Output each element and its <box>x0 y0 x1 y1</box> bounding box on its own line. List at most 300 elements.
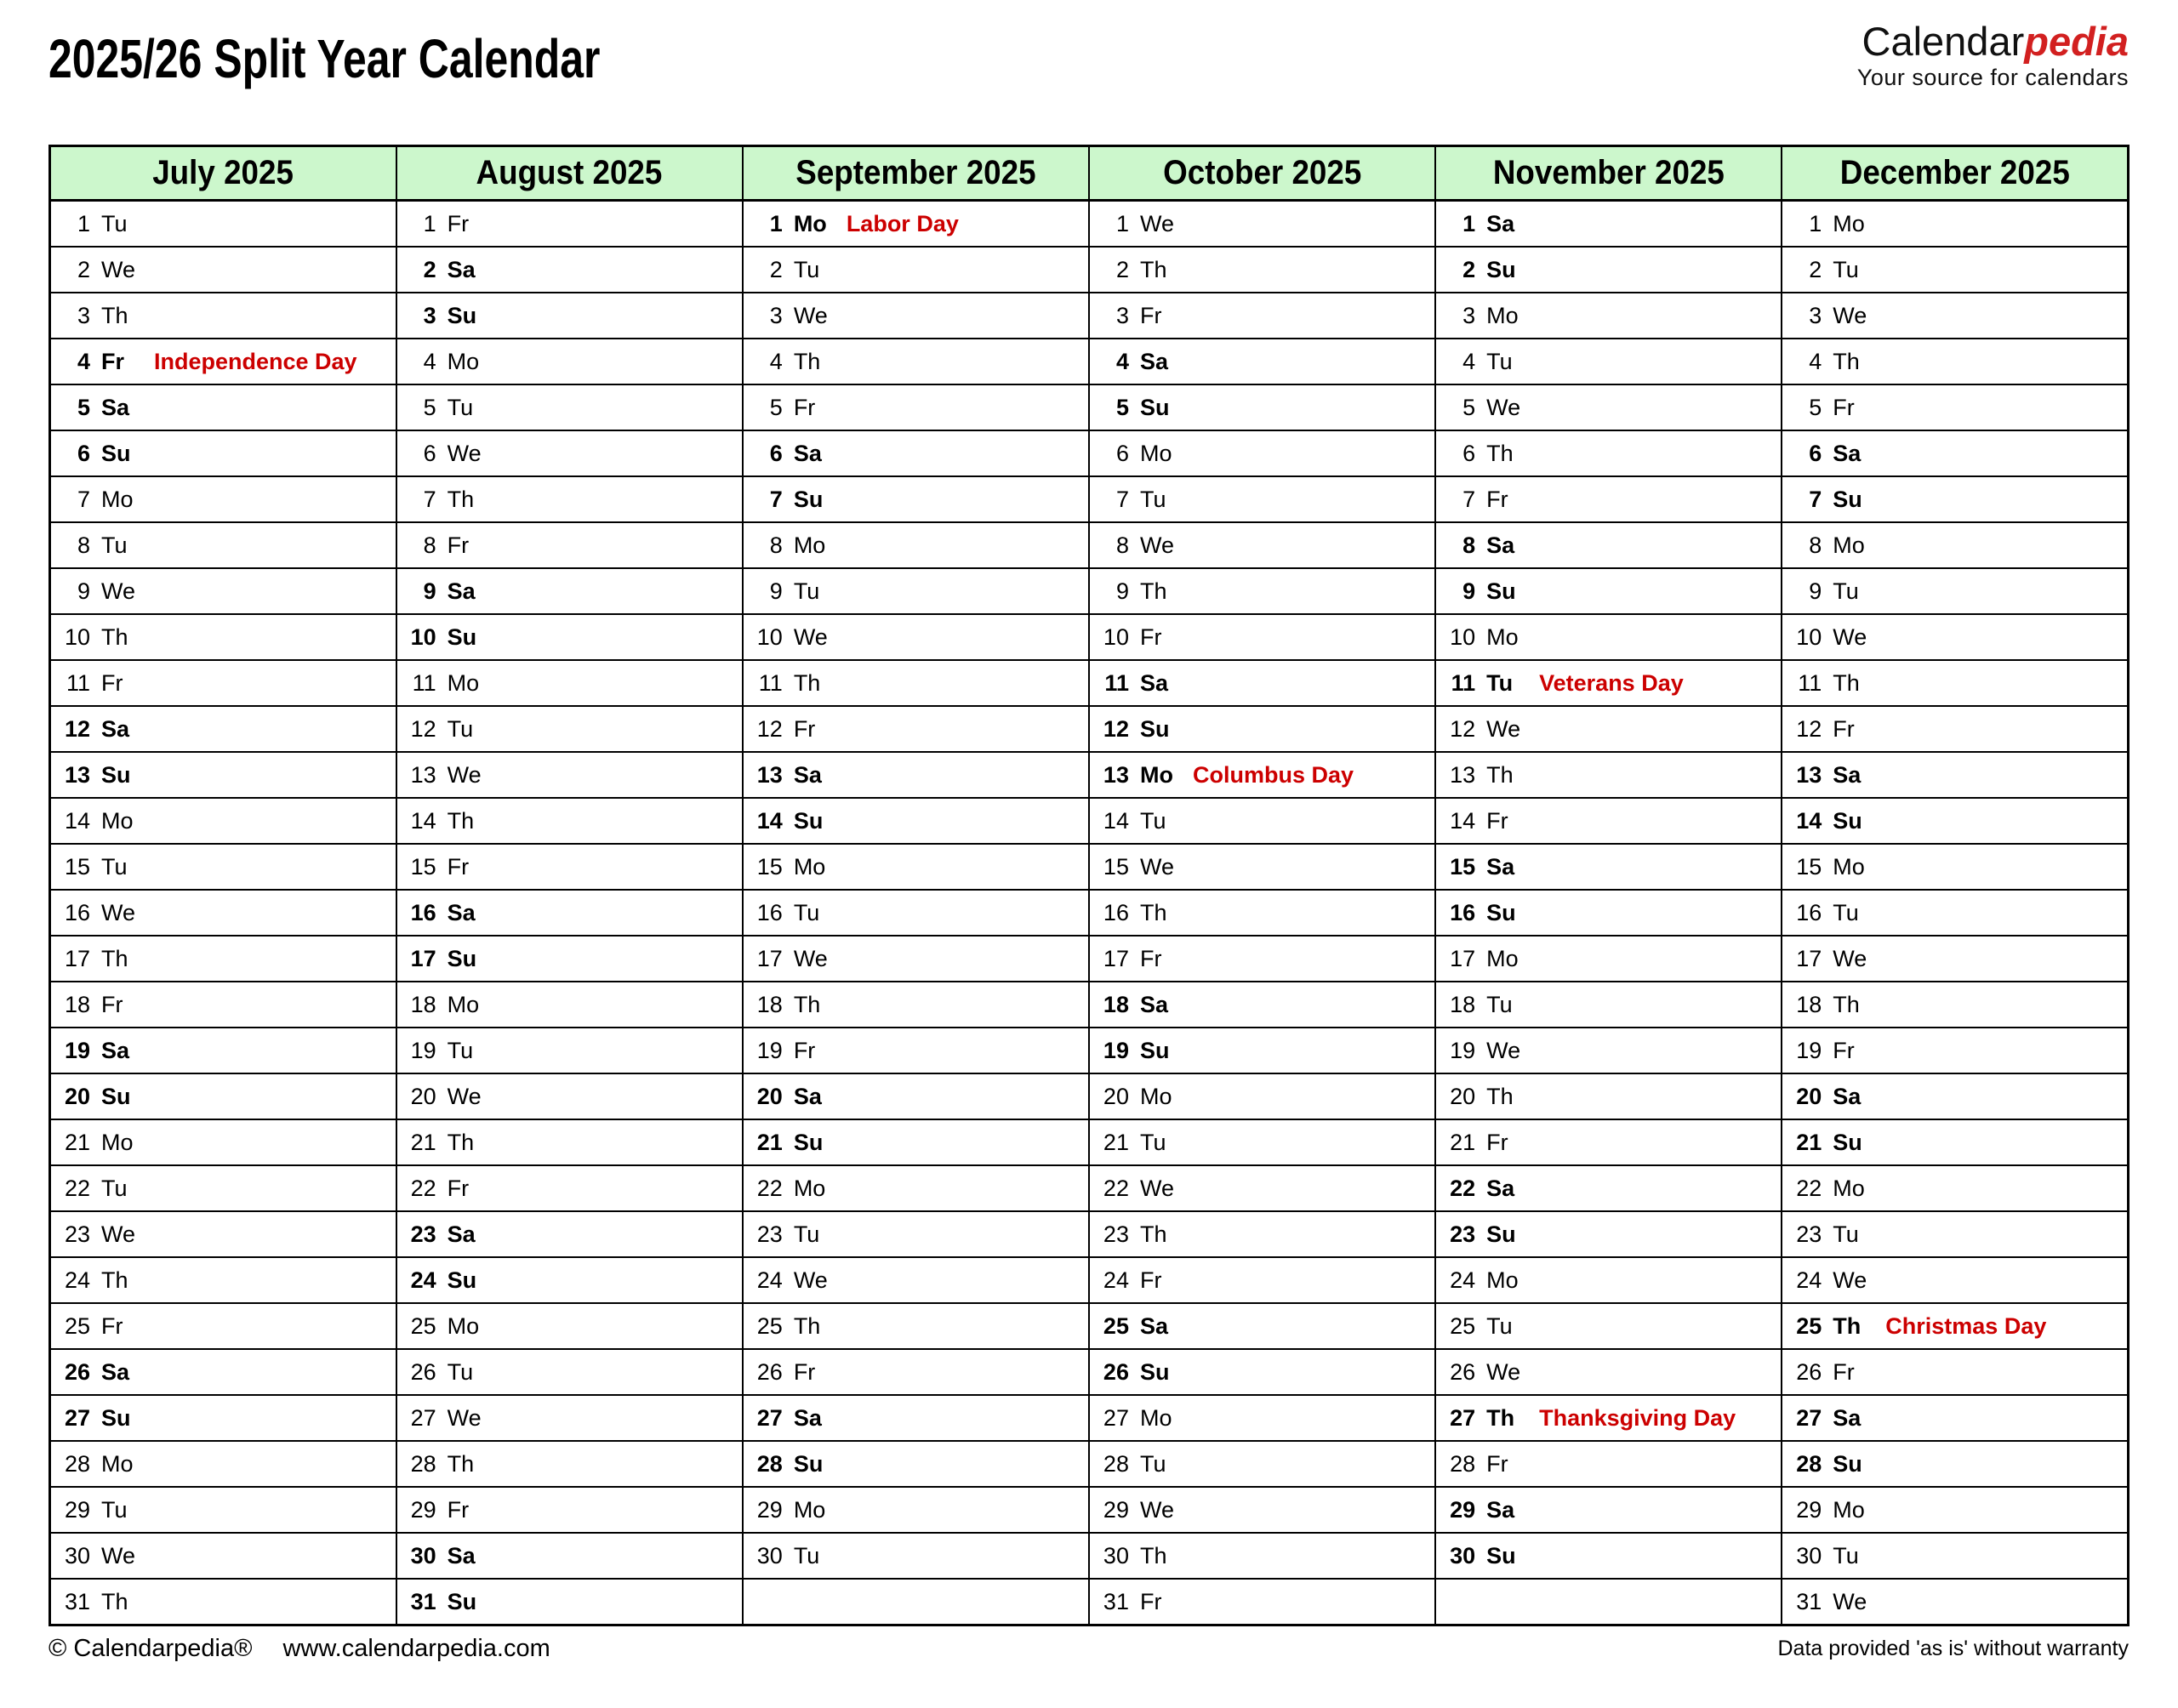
day-cell-august-2 <box>396 247 743 293</box>
day-cell-october-16 <box>1089 890 1435 936</box>
day-number: 9 <box>1115 578 1129 604</box>
day-number: 12 <box>1103 715 1129 742</box>
weekday-abbrev: Fr <box>1139 945 1162 971</box>
calendar-row-14 <box>50 798 2129 844</box>
day-cell-december-10 <box>1782 614 2128 660</box>
weekday-abbrev: Mo <box>1833 532 1865 558</box>
day-number: 3 <box>1809 302 1822 328</box>
weekday-abbrev: We <box>1139 1175 1174 1201</box>
weekday-abbrev: Th <box>1833 991 1860 1017</box>
day-cell-august-7 <box>396 476 743 522</box>
day-number: 28 <box>64 1450 90 1477</box>
day-cell-august-30 <box>396 1533 743 1579</box>
day-number: 24 <box>1796 1267 1822 1293</box>
weekday-abbrev: Tu <box>793 1221 820 1247</box>
day-cell-october-9 <box>1089 568 1435 614</box>
day-number: 20 <box>1450 1083 1476 1109</box>
calendarpedia-logo <box>1857 15 2129 91</box>
day-cell-july-31 <box>50 1579 396 1625</box>
calendar-row-27 <box>50 1395 2129 1441</box>
day-cell-august-16 <box>396 890 743 936</box>
day-number: 29 <box>1796 1496 1822 1523</box>
weekday-abbrev: Su <box>1486 578 1516 604</box>
day-number: 19 <box>1103 1037 1129 1063</box>
day-cell-october-15 <box>1089 844 1435 890</box>
weekday-abbrev: Mo <box>101 1450 134 1477</box>
calendar-row-6 <box>50 430 2129 476</box>
day-number: 5 <box>423 394 436 420</box>
day-number: 17 <box>410 945 436 971</box>
day-cell-october-28 <box>1089 1441 1435 1487</box>
day-cell-december-26 <box>1782 1349 2128 1395</box>
weekday-abbrev: Sa <box>1833 440 1862 466</box>
day-cell-august-25 <box>396 1303 743 1349</box>
day-cell-august-26 <box>396 1349 743 1395</box>
day-number: 20 <box>64 1083 90 1109</box>
weekday-abbrev: Su <box>101 1083 131 1109</box>
day-number: 5 <box>1462 394 1476 420</box>
calendar-row-8 <box>50 522 2129 568</box>
weekday-abbrev: Su <box>1139 1358 1170 1385</box>
weekday-abbrev: Tu <box>101 853 128 880</box>
day-cell-july-20 <box>50 1073 396 1119</box>
day-cell-november-23 <box>1435 1211 1782 1257</box>
day-number: 9 <box>769 578 783 604</box>
day-number: 14 <box>1103 807 1129 834</box>
month-header-august-2025 <box>396 146 743 201</box>
day-cell-november-28 <box>1435 1441 1782 1487</box>
day-number: 15 <box>410 853 436 880</box>
day-number: 27 <box>1796 1404 1822 1431</box>
weekday-abbrev: Tu <box>1833 256 1859 282</box>
day-cell-october-29 <box>1089 1487 1435 1533</box>
day-cell-july-16 <box>50 890 396 936</box>
day-number: 17 <box>1450 945 1476 971</box>
day-cell-july-24 <box>50 1257 396 1303</box>
day-number: 29 <box>1103 1496 1129 1523</box>
calendar-row-20 <box>50 1073 2129 1119</box>
day-number: 11 <box>758 669 783 696</box>
day-cell-july-5 <box>50 384 396 430</box>
day-number: 18 <box>1103 991 1129 1017</box>
weekday-abbrev: Fr <box>1139 1588 1162 1614</box>
day-number: 12 <box>410 715 436 742</box>
day-cell-july-26 <box>50 1349 396 1395</box>
day-number: 27 <box>410 1404 436 1431</box>
day-number: 14 <box>756 807 783 834</box>
day-cell-december-1 <box>1782 201 2128 248</box>
calendar-row-10 <box>50 614 2129 660</box>
day-cell-september-5 <box>743 384 1089 430</box>
calendar-row-5 <box>50 384 2129 430</box>
month-header-label: September 2025 <box>795 154 1036 191</box>
weekday-abbrev: Th <box>1139 1542 1167 1569</box>
day-cell-november-12 <box>1435 706 1782 752</box>
weekday-abbrev: Fr <box>101 991 123 1017</box>
day-cell-november-8 <box>1435 522 1782 568</box>
day-number: 24 <box>1103 1267 1129 1293</box>
calendar-row-4 <box>50 339 2129 384</box>
weekday-abbrev: Sa <box>793 1404 822 1431</box>
day-number: 18 <box>756 991 783 1017</box>
day-number: 8 <box>423 532 436 558</box>
day-number: 15 <box>1796 853 1822 880</box>
day-number: 11 <box>1104 669 1129 696</box>
day-cell-august-8 <box>396 522 743 568</box>
weekday-abbrev: Sa <box>1486 532 1515 558</box>
day-number: 16 <box>64 899 90 925</box>
weekday-abbrev: Mo <box>447 991 480 1017</box>
day-cell-october-14 <box>1089 798 1435 844</box>
day-number: 6 <box>423 440 436 466</box>
weekday-abbrev: Mo <box>447 348 480 374</box>
day-number: 27 <box>1103 1404 1129 1431</box>
day-cell-december-18 <box>1782 982 2128 1028</box>
day-cell-november-19 <box>1435 1028 1782 1073</box>
weekday-abbrev: Th <box>1486 1083 1514 1109</box>
calendar-row-12 <box>50 706 2129 752</box>
day-cell-august-1 <box>396 201 743 248</box>
day-number: 14 <box>1796 807 1822 834</box>
day-number: 16 <box>1103 899 1129 925</box>
day-cell-july-9 <box>50 568 396 614</box>
day-number: 6 <box>1462 440 1476 466</box>
day-number: 9 <box>77 578 90 604</box>
day-number: 14 <box>64 807 90 834</box>
calendar-row-19 <box>50 1028 2129 1073</box>
weekday-abbrev: Sa <box>447 256 476 282</box>
weekday-abbrev: Tu <box>1486 669 1514 696</box>
day-cell-july-21 <box>50 1119 396 1165</box>
calendar-row-28 <box>50 1441 2129 1487</box>
day-cell-july-29 <box>50 1487 396 1533</box>
weekday-abbrev: Sa <box>793 761 822 788</box>
logo-text-red: pedia <box>2024 19 2129 64</box>
day-cell-november-6 <box>1435 430 1782 476</box>
day-number: 20 <box>1103 1083 1129 1109</box>
day-number: 30 <box>64 1542 90 1569</box>
weekday-abbrev: Fr <box>101 348 124 374</box>
day-cell-july-7 <box>50 476 396 522</box>
calendar-row-1 <box>50 201 2129 248</box>
day-cell-july-28 <box>50 1441 396 1487</box>
weekday-abbrev: Su <box>1833 807 1862 834</box>
day-number: 3 <box>1462 302 1476 328</box>
day-cell-july-22 <box>50 1165 396 1211</box>
day-cell-august-11 <box>396 660 743 706</box>
day-cell-december-11 <box>1782 660 2128 706</box>
day-cell-october-20 <box>1089 1073 1435 1119</box>
weekday-abbrev: We <box>793 302 828 328</box>
calendar-row-29 <box>50 1487 2129 1533</box>
holiday-name: Independence Day <box>154 348 357 374</box>
weekday-abbrev: Fr <box>1486 1450 1508 1477</box>
day-number: 7 <box>1809 486 1822 512</box>
calendar-row-17 <box>50 936 2129 982</box>
day-cell-october-5 <box>1089 384 1435 430</box>
weekday-abbrev: Th <box>101 1267 128 1293</box>
day-number: 8 <box>77 532 90 558</box>
weekday-abbrev: Th <box>793 669 821 696</box>
day-cell-july-23 <box>50 1211 396 1257</box>
day-number: 30 <box>1450 1542 1476 1569</box>
calendar-row-9 <box>50 568 2129 614</box>
day-number: 8 <box>1462 532 1476 558</box>
day-number: 9 <box>423 578 436 604</box>
day-cell-august-4 <box>396 339 743 384</box>
day-cell-august-13 <box>396 752 743 798</box>
weekday-abbrev: Tu <box>101 210 128 236</box>
weekday-abbrev: Sa <box>1486 210 1515 236</box>
weekday-abbrev: Su <box>1833 1450 1862 1477</box>
day-number: 16 <box>1450 899 1476 925</box>
calendar-row-3 <box>50 293 2129 339</box>
day-number: 7 <box>1115 486 1129 512</box>
weekday-abbrev: Fr <box>1486 1129 1508 1155</box>
day-cell-december-21 <box>1782 1119 2128 1165</box>
day-number: 4 <box>423 348 436 374</box>
day-cell-september-8 <box>743 522 1089 568</box>
day-number: 29 <box>410 1496 436 1523</box>
day-number: 7 <box>423 486 436 512</box>
weekday-abbrev: Th <box>1833 669 1860 696</box>
holiday-name: Christmas Day <box>1885 1312 2047 1339</box>
weekday-abbrev: Fr <box>447 210 470 236</box>
day-number: 30 <box>1103 1542 1129 1569</box>
day-cell-september-11 <box>743 660 1089 706</box>
day-cell-october-25 <box>1089 1303 1435 1349</box>
weekday-abbrev: Fr <box>1486 486 1508 512</box>
day-cell-november-16 <box>1435 890 1782 936</box>
weekday-abbrev: Mo <box>1833 1175 1865 1201</box>
weekday-abbrev: Fr <box>1139 623 1162 650</box>
weekday-abbrev: We <box>1833 302 1867 328</box>
day-number: 26 <box>1450 1358 1476 1385</box>
day-cell-november-21 <box>1435 1119 1782 1165</box>
weekday-abbrev: Th <box>1486 440 1514 466</box>
weekday-abbrev: Tu <box>1139 1129 1166 1155</box>
day-cell-september-20 <box>743 1073 1089 1119</box>
weekday-abbrev: Fr <box>1139 302 1162 328</box>
day-cell-november-4 <box>1435 339 1782 384</box>
day-cell-july-27 <box>50 1395 396 1441</box>
day-cell-december-22 <box>1782 1165 2128 1211</box>
day-cell-november-13 <box>1435 752 1782 798</box>
day-number: 21 <box>410 1129 436 1155</box>
weekday-abbrev: Su <box>101 1404 131 1431</box>
day-number: 28 <box>1796 1450 1822 1477</box>
day-cell-september-22 <box>743 1165 1089 1211</box>
day-cell-august-31 <box>396 1579 743 1625</box>
weekday-abbrev: Sa <box>101 1037 130 1063</box>
day-number: 7 <box>1462 486 1476 512</box>
holiday-name: Labor Day <box>846 210 959 236</box>
weekday-abbrev: Tu <box>1486 1312 1513 1339</box>
day-cell-december-23 <box>1782 1211 2128 1257</box>
calendar-row-18 <box>50 982 2129 1028</box>
weekday-abbrev: Sa <box>101 1358 130 1385</box>
weekday-abbrev: We <box>1833 945 1867 971</box>
day-cell-september-24 <box>743 1257 1089 1303</box>
day-cell-september-7 <box>743 476 1089 522</box>
day-cell-july-11 <box>50 660 396 706</box>
day-number: 10 <box>1103 623 1129 650</box>
day-cell-july-3 <box>50 293 396 339</box>
day-number: 28 <box>1103 1450 1129 1477</box>
day-number: 31 <box>1796 1588 1822 1614</box>
weekday-abbrev: Th <box>1139 256 1167 282</box>
weekday-abbrev: Fr <box>793 1358 816 1385</box>
day-cell-september-30 <box>743 1533 1089 1579</box>
weekday-abbrev: Mo <box>1833 1496 1865 1523</box>
day-number: 17 <box>1103 945 1129 971</box>
day-cell-september-2 <box>743 247 1089 293</box>
weekday-abbrev: Sa <box>1139 669 1168 696</box>
day-number: 24 <box>64 1267 90 1293</box>
day-number: 10 <box>410 623 436 650</box>
weekday-abbrev: Su <box>1486 256 1516 282</box>
day-cell-december-24 <box>1782 1257 2128 1303</box>
day-number: 2 <box>1462 256 1476 282</box>
day-number: 1 <box>1115 210 1129 236</box>
empty-cell-september-31 <box>743 1579 1089 1625</box>
day-cell-september-16 <box>743 890 1089 936</box>
day-number: 3 <box>769 302 783 328</box>
day-number: 1 <box>1809 210 1822 236</box>
footer-copyright <box>48 1635 550 1663</box>
weekday-abbrev: Sa <box>101 394 130 420</box>
weekday-abbrev: Tu <box>1833 578 1859 604</box>
weekday-abbrev: Th <box>447 807 475 834</box>
weekday-abbrev: Fr <box>1139 1267 1162 1293</box>
calendar-row-30 <box>50 1533 2129 1579</box>
day-number: 10 <box>1796 623 1822 650</box>
day-cell-september-26 <box>743 1349 1089 1395</box>
day-cell-november-2 <box>1435 247 1782 293</box>
day-number: 9 <box>1462 578 1476 604</box>
weekday-abbrev: Tu <box>793 899 820 925</box>
weekday-abbrev: We <box>447 761 482 788</box>
day-number: 17 <box>64 945 90 971</box>
day-number: 21 <box>1103 1129 1129 1155</box>
day-cell-november-3 <box>1435 293 1782 339</box>
weekday-abbrev: Th <box>447 1129 475 1155</box>
day-number: 25 <box>1450 1312 1476 1339</box>
weekday-abbrev: Tu <box>793 1542 820 1569</box>
calendar-row-31 <box>50 1579 2129 1625</box>
day-cell-october-4 <box>1089 339 1435 384</box>
day-cell-august-14 <box>396 798 743 844</box>
weekday-abbrev: Sa <box>1833 1083 1862 1109</box>
calendar-row-16 <box>50 890 2129 936</box>
day-cell-august-5 <box>396 384 743 430</box>
day-cell-october-26 <box>1089 1349 1435 1395</box>
day-cell-december-30 <box>1782 1533 2128 1579</box>
day-cell-october-6 <box>1089 430 1435 476</box>
footer-copyright-text: © Calendarpedia® <box>48 1635 253 1662</box>
day-cell-august-28 <box>396 1441 743 1487</box>
day-cell-october-23 <box>1089 1211 1435 1257</box>
footer-url[interactable]: www.calendarpedia.com <box>282 1635 550 1662</box>
page-title: 2025/26 Split Year Calendar <box>48 28 601 89</box>
day-cell-december-13 <box>1782 752 2128 798</box>
day-cell-july-10 <box>50 614 396 660</box>
day-cell-december-25 <box>1782 1303 2128 1349</box>
weekday-abbrev: Sa <box>447 1221 476 1247</box>
weekday-abbrev: Sa <box>1486 1496 1515 1523</box>
weekday-abbrev: Tu <box>447 715 474 742</box>
weekday-abbrev: Su <box>101 440 131 466</box>
weekday-abbrev: Mo <box>1139 761 1173 788</box>
day-cell-july-2 <box>50 247 396 293</box>
day-cell-september-12 <box>743 706 1089 752</box>
page-header <box>48 15 2129 91</box>
weekday-abbrev: Fr <box>447 532 470 558</box>
month-header-october-2025 <box>1089 146 1435 201</box>
day-cell-july-12 <box>50 706 396 752</box>
day-cell-december-9 <box>1782 568 2128 614</box>
weekday-abbrev: We <box>101 1221 136 1247</box>
day-number: 4 <box>1809 348 1822 374</box>
month-header-label: August 2025 <box>476 154 663 191</box>
day-number: 18 <box>1450 991 1476 1017</box>
day-cell-october-31 <box>1089 1579 1435 1625</box>
day-cell-august-24 <box>396 1257 743 1303</box>
calendar-row-7 <box>50 476 2129 522</box>
weekday-abbrev: Th <box>101 945 128 971</box>
day-cell-september-28 <box>743 1441 1089 1487</box>
weekday-abbrev: Fr <box>1833 1358 1855 1385</box>
month-header-label: July 2025 <box>152 154 294 191</box>
weekday-abbrev: Fr <box>447 853 470 880</box>
day-cell-september-13 <box>743 752 1089 798</box>
weekday-abbrev: Tu <box>1833 1542 1859 1569</box>
day-cell-october-10 <box>1089 614 1435 660</box>
day-number: 30 <box>756 1542 783 1569</box>
day-number: 12 <box>64 715 90 742</box>
day-cell-august-23 <box>396 1211 743 1257</box>
weekday-abbrev: Mo <box>101 1129 134 1155</box>
day-cell-december-14 <box>1782 798 2128 844</box>
day-cell-november-30 <box>1435 1533 1782 1579</box>
holiday-name: Veterans Day <box>1539 669 1684 696</box>
day-cell-october-19 <box>1089 1028 1435 1073</box>
day-number: 31 <box>410 1588 436 1614</box>
day-number: 4 <box>1115 348 1129 374</box>
weekday-abbrev: Fr <box>1486 807 1508 834</box>
footer-disclaimer: Data provided 'as is' without warranty <box>1777 1637 2129 1660</box>
calendar-row-24 <box>50 1257 2129 1303</box>
weekday-abbrev: Mo <box>447 669 480 696</box>
day-cell-december-4 <box>1782 339 2128 384</box>
day-number: 13 <box>410 761 436 788</box>
day-number: 23 <box>1450 1221 1476 1247</box>
weekday-abbrev: Sa <box>793 440 822 466</box>
day-number: 12 <box>1796 715 1822 742</box>
weekday-abbrev: Fr <box>1833 394 1855 420</box>
day-number: 4 <box>769 348 783 374</box>
day-number: 15 <box>64 853 90 880</box>
day-cell-november-25 <box>1435 1303 1782 1349</box>
day-cell-october-8 <box>1089 522 1435 568</box>
day-cell-december-8 <box>1782 522 2128 568</box>
day-number: 14 <box>410 807 436 834</box>
weekday-abbrev: Mo <box>1833 210 1865 236</box>
calendar-row-26 <box>50 1349 2129 1395</box>
month-header-september-2025 <box>743 146 1089 201</box>
weekday-abbrev: We <box>1486 1358 1521 1385</box>
day-number: 31 <box>64 1588 90 1614</box>
